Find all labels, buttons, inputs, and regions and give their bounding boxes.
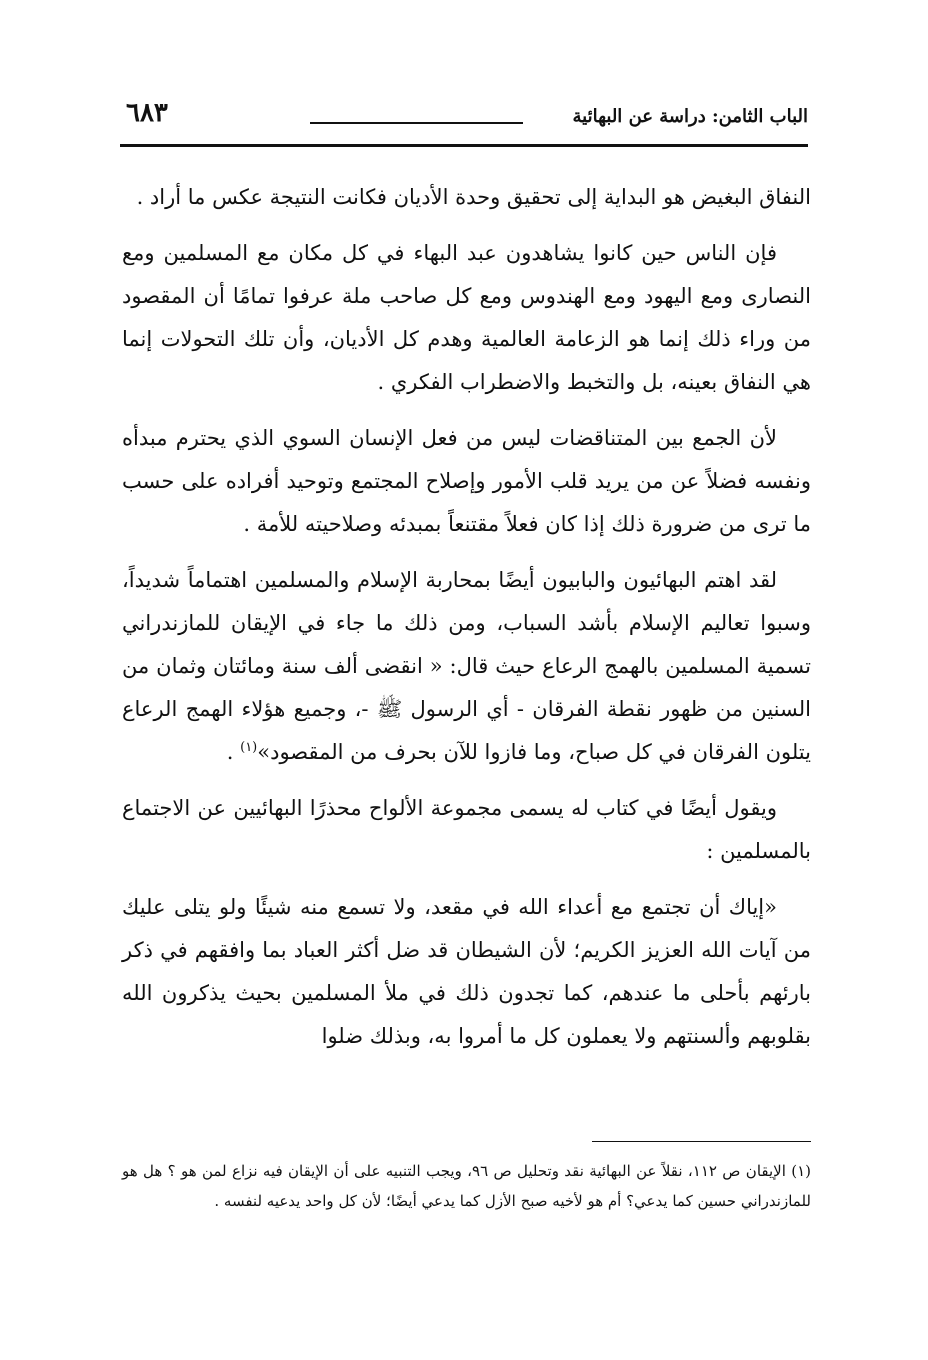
paragraph-5: ويقول أيضًا في كتاب له يسمى مجموعة الألواح محذرًا البهائيين عن الاجتماع بالمسلمين : xyxy=(122,796,811,863)
body-text xyxy=(122,176,811,1071)
paragraph-1: النفاق البغيض هو البداية إلى تحقيق وحدة الأديان فكانت النتيجة عكس ما أراد . xyxy=(136,185,811,209)
running-header xyxy=(120,92,808,147)
page-number: ٦٨٣ xyxy=(126,98,168,128)
paragraph-4 xyxy=(122,559,811,774)
paragraph-2: فإن الناس حين كانوا يشاهدون عبد البهاء في كل مكان مع المسلمين ومع النصارى ومع اليهود ومع الهندوس ومع كل صاحب ملة عرفوا تمامًا أن المقصود من وراء ذلك إنما هو الزعامة العالمية وهدم كل الأديان، وأن تلك التحولات إنما هي النفاق بعينه، بل والتخبط والاضطراب الفكري . xyxy=(122,241,811,394)
footnote-rule xyxy=(592,1141,811,1142)
paragraph-4-end: . xyxy=(226,740,241,764)
paragraph-3: لأن الجمع بين المتناقضات ليس من فعل الإنسان السوي الذي يحترم مبدأه ونفسه فضلاً عن من يريد قلب الأمور وإصلاح المجتمع وتوحيد أفراده على حسب ما ترى من ضرورة ذلك إذا كان فعلاً مقتنعاً بمبدئه وصلاحيته للأمة . xyxy=(122,426,811,536)
header-rule xyxy=(310,122,523,124)
footnote-reference: (١) xyxy=(240,740,258,755)
chapter-title: الباب الثامن: دراسة عن البهائية xyxy=(572,106,808,127)
footnote: (١) الإيقان ص ١١٢، نقلاً عن البهائية نقد وتحليل ص ٩٦، ويجب التنبيه على أن الإيقان فيه نزاع لمن هو ؟ هل هو للمازندراني حسين كما يدعي؟ أم هو لأخيه صبح الأزل كما يدعي أيضًا؛ لأن كل واحد يدعيه لنفسه . xyxy=(122,1162,811,1210)
paragraph-4-text: لقد اهتم البهائيون والبابيون أيضًا بمحاربة الإسلام والمسلمين اهتماماً شديداً، وسبوا تعاليم الإسلام بأشد السباب، ومن ذلك ما جاء في الإيقان للمازندراني تسمية المسلمين بالهمج الرعاع حيث قال: « انقضى ألف سنة ومائتان وثمان من السنين من ظهور نقطة الفرقان - أي الرسول ﷺ -، وجميع هؤلاء الهمج الرعاع يتلون الفرقان في كل صباح، وما فازوا للآن بحرف من المقصود» xyxy=(122,568,811,764)
paragraph-6: «إياك أن تجتمع مع أعداء الله في مقعد، ولا تسمع منه شيئًا ولو يتلى عليك من آيات الله العزيز الكريم؛ لأن الشيطان قد ضل أكثر العباد بما وافقهم في ذكر بارئهم بأحلى ما عندهم، كما تجدون ذلك في ملأ المسلمين بحيث يذكرون الله بقلوبهم وألسنتهم ولا يعملون كل ما أمروا به، وبذلك ضلوا xyxy=(122,895,811,1048)
